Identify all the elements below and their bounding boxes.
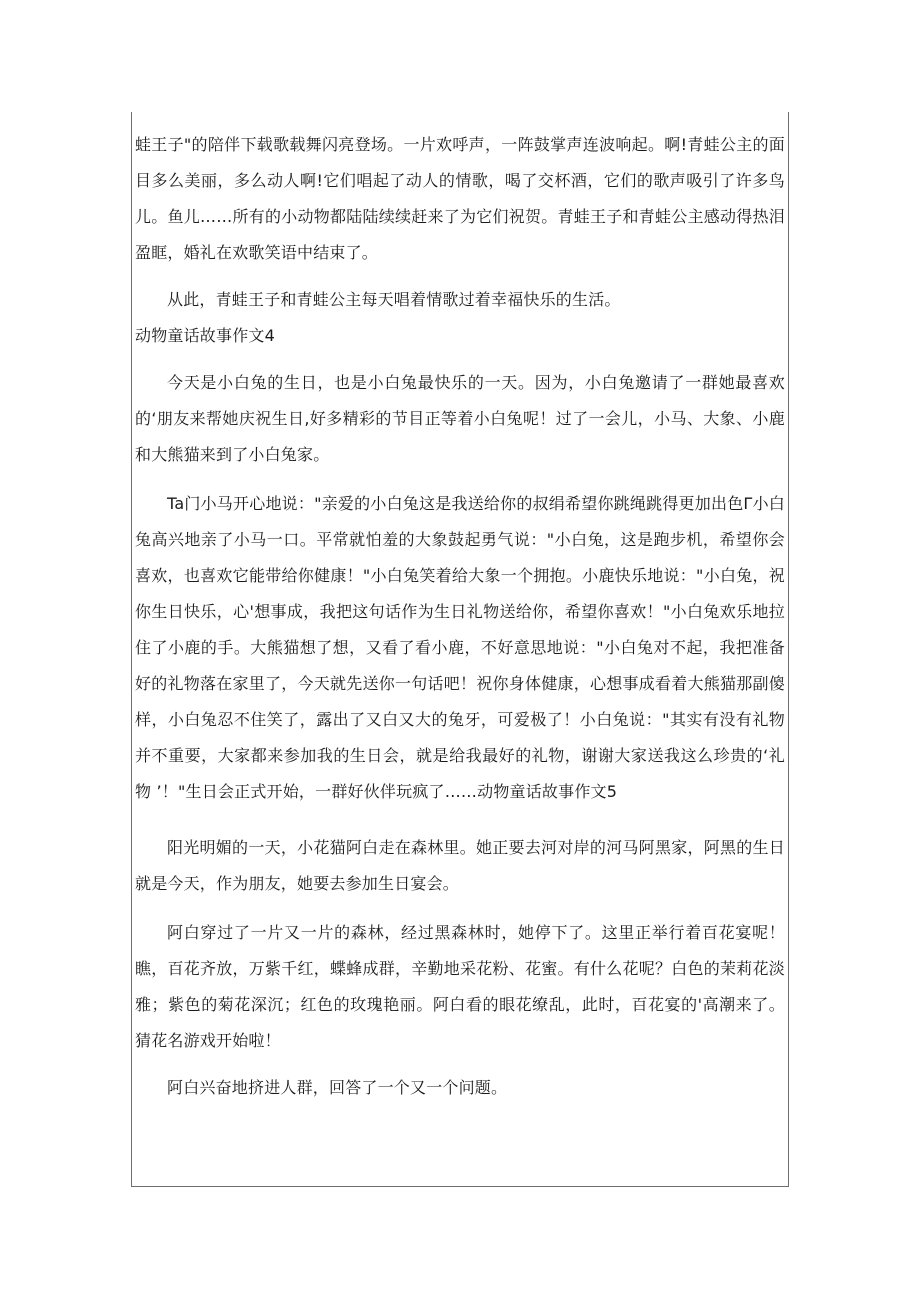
paragraph-wedding-ending: 蛙王子"的陪伴下载歌载舞闪亮登场。一片欢呼声，一阵鼓掌声连波响起。啊!青蛙公主的面目多么美丽，多么动人啊!它们唱起了动人的情歌，喝了交杯酒，它们的歌声吸引了许多鸟儿。鱼儿……所有的小动物都陆陆续续赶来了为它们祝贺。青蛙王子和青蛙公主感动得热泪盈眶，婚礼在欢歌笑语中结束了。 (135, 135, 785, 262)
paragraph-cat-abai: 阳光明媚的一天，小花猫阿白走在森林里。她正要去河对岸的河马阿黑家，阿黑的生日就是今天，作为朋友，她要去参加生日宴会。 (135, 838, 785, 893)
paragraph-flower-feast: 阿白穿过了一片又一片的森林，经过黑森林时，她停下了。这里正举行着百花宴呢！瞧，百花齐放，万紫千红，蝶蜂成群，辛勤地采花粉、花蜜。有什么花呢？白色的茉莉花淡雅；紫色的菊花深沉；红色的玫瑰艳丽。阿白看的眼花缭乱，此时，百花宴的'高潮来了。猜花名游戏开始啦！ (135, 923, 785, 1050)
paragraph-birthday-gifts: Ta门小马开心地说："亲爱的小白兔这是我送给你的叔绢希望你跳绳跳得更加出色Γ小白兔高兴地亲了小马一口。平常就怕羞的大象鼓起勇气说："小白兔，这是跑步机，希望你会喜欢，也喜欢它能带给你健康！"小白兔笑着给大象一个拥抱。小鹿快乐地说："小白兔，祝你生日快乐，心'想事成，我把这句话作为生日礼物送给你，希望你喜欢！"小白兔欢乐地拉住了小鹿的手。大熊猫想了想，又看了看小鹿，不好意思地说："小白兔对不起，我把准备好的礼物落在家里了，今天就先送你一句话吧！祝你身体健康，心想事成看着大熊猫那副傻样，小白兔忍不住笑了，露出了又白又大的兔牙，可爱极了！小白兔说："其实有没有礼物并不重要，大家都来参加我的生日会，就是给我最好的礼物，谢谢大家送我这么珍贵的‘礼物 ’！"生日会正式开始，一群好伙伴玩疯了……动物童话故事作文5 (135, 494, 785, 801)
document-body (135, 127, 785, 1106)
paragraph-answering-questions: 阿白兴奋地挤进人群，回答了一个又一个问题。 (167, 1078, 508, 1097)
paragraph-rabbit-birthday: 今天是小白兔的生日，也是小白兔最快乐的一天。因为，小白兔邀请了一群她最喜欢的‘朋友来帮她庆祝生日,好多精彩的节目正等着小白兔呢！过了一会儿，小马、大象、小鹿和大熊猫来到了小白兔家。 (135, 373, 785, 464)
paragraph-happy-life: 从此，青蛙王子和青蛙公主每天唱着情歌过着幸福快乐的生活。 (167, 290, 621, 309)
section-heading-4: 动物童话故事作文4 (135, 326, 275, 345)
